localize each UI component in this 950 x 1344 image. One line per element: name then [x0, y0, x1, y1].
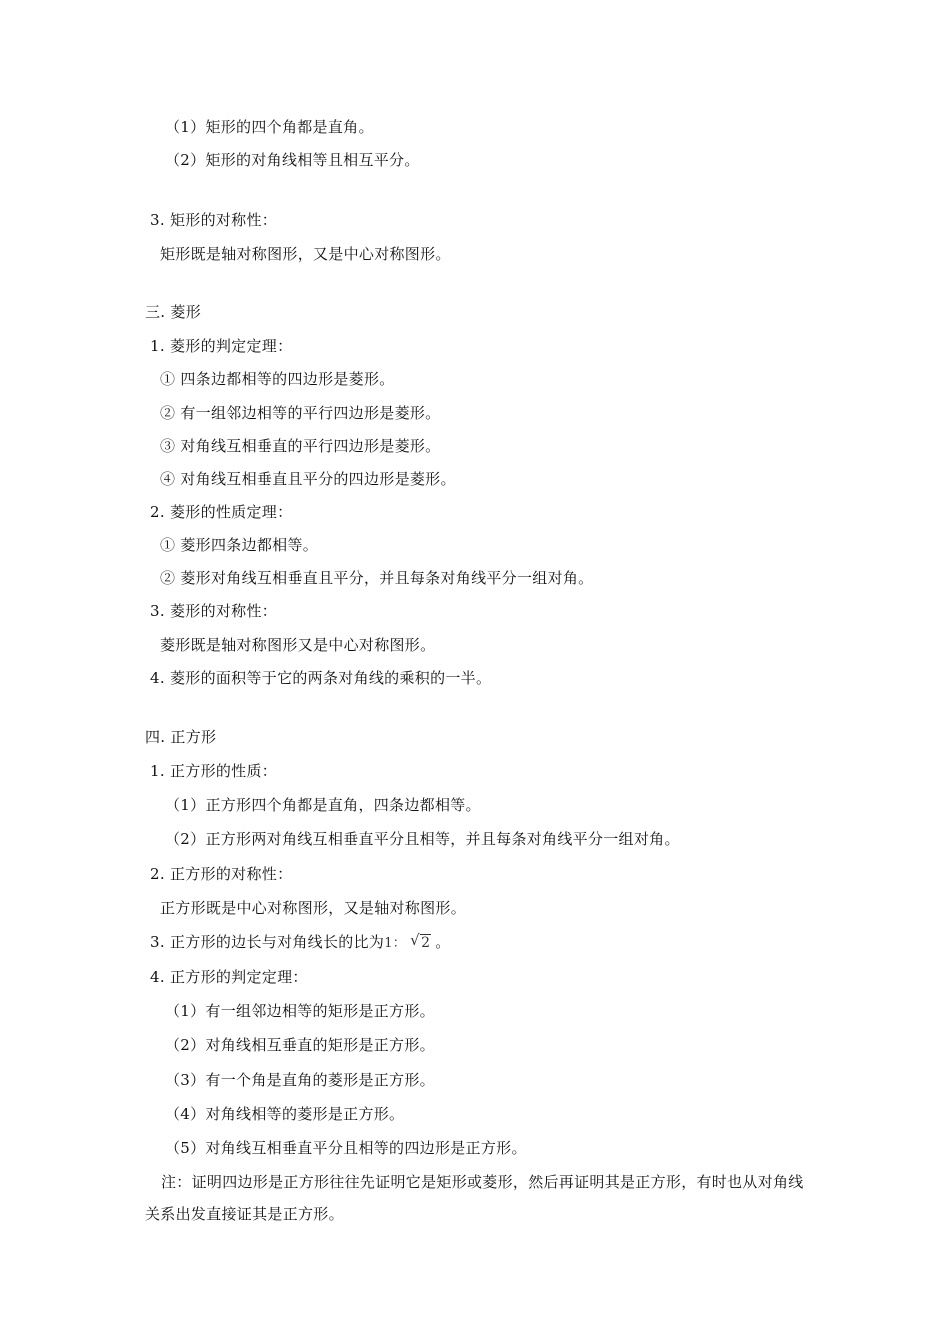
square-judge-5: （5）对角线互相垂直平分且相等的四边形是正方形。 [165, 1139, 527, 1157]
rhombus-area: 4. 菱形的面积等于它的两条对角线的乘积的一半。 [150, 669, 492, 687]
rhombus-heading: 三. 菱形 [145, 303, 202, 321]
sqrt-radicand: 2 [421, 935, 431, 951]
rect-symmetry-text: 矩形既是轴对称图形，又是中心对称图形。 [160, 245, 451, 263]
rhombus-judge-2: ② 有一组邻边相等的平行四边形是菱形。 [160, 404, 441, 422]
square-prop-1: （1）正方形四个角都是直角，四条边都相等。 [165, 796, 481, 814]
rhombus-prop-2: ② 菱形对角线互相垂直且平分，并且每条对角线平分一组对角。 [160, 569, 594, 587]
square-note: 注：证明四边形是正方形往往先证明它是矩形或菱形，然后再证明其是正方形，有时也从对角线关系出发直接证其是正方形。 [145, 1173, 804, 1223]
rhombus-symmetry-title: 3. 菱形的对称性： [150, 602, 278, 620]
rect-property-2: （2）矩形的对角线相等且相互平分。 [165, 151, 420, 169]
rhombus-judge-title: 1. 菱形的判定定理： [150, 337, 293, 355]
rhombus-prop-1: ① 菱形四条边都相等。 [160, 536, 319, 554]
square-ratio-prefix: 3. 正方形的边长与对角线长的比为 [150, 933, 385, 951]
square-ratio [150, 932, 451, 954]
rect-property-1: （1）矩形的四个角都是直角。 [165, 118, 374, 136]
square-judge-3: （3）有一个角是直角的菱形是正方形。 [165, 1071, 435, 1089]
square-prop-title: 1. 正方形的性质： [150, 762, 278, 780]
square-ratio-suffix: 。 [435, 933, 451, 951]
square-judge-2: （2）对角线相互垂直的矩形是正方形。 [165, 1036, 435, 1054]
square-symmetry-text: 正方形既是中心对称图形，又是轴对称图形。 [160, 899, 467, 917]
square-symmetry-title: 2. 正方形的对称性： [150, 865, 293, 883]
rhombus-judge-1: ① 四条边都相等的四边形是菱形。 [160, 370, 395, 388]
square-prop-2: （2）正方形两对角线互相垂直平分且相等，并且每条对角线平分一组对角。 [165, 830, 680, 848]
square-judge-4: （4）对角线相等的菱形是正方形。 [165, 1105, 405, 1123]
rhombus-symmetry-text: 菱形既是轴对称图形又是中心对称图形。 [160, 636, 436, 654]
square-judge-title: 4. 正方形的判定定理： [150, 968, 308, 986]
rhombus-judge-4: ④ 对角线互相垂直且平分的四边形是菱形。 [160, 470, 456, 488]
rhombus-prop-title: 2. 菱形的性质定理： [150, 503, 293, 521]
rhombus-judge-3: ③ 对角线互相垂直的平行四边形是菱形。 [160, 437, 441, 455]
square-ratio-one: 1： [384, 936, 407, 951]
square-judge-1: （1）有一组邻边相等的矩形是正方形。 [165, 1002, 435, 1020]
sqrt-symbol [410, 933, 431, 953]
radical-sign: √ [410, 931, 420, 949]
square-heading: 四. 正方形 [145, 728, 217, 746]
rect-symmetry-title: 3. 矩形的对称性： [150, 211, 278, 229]
